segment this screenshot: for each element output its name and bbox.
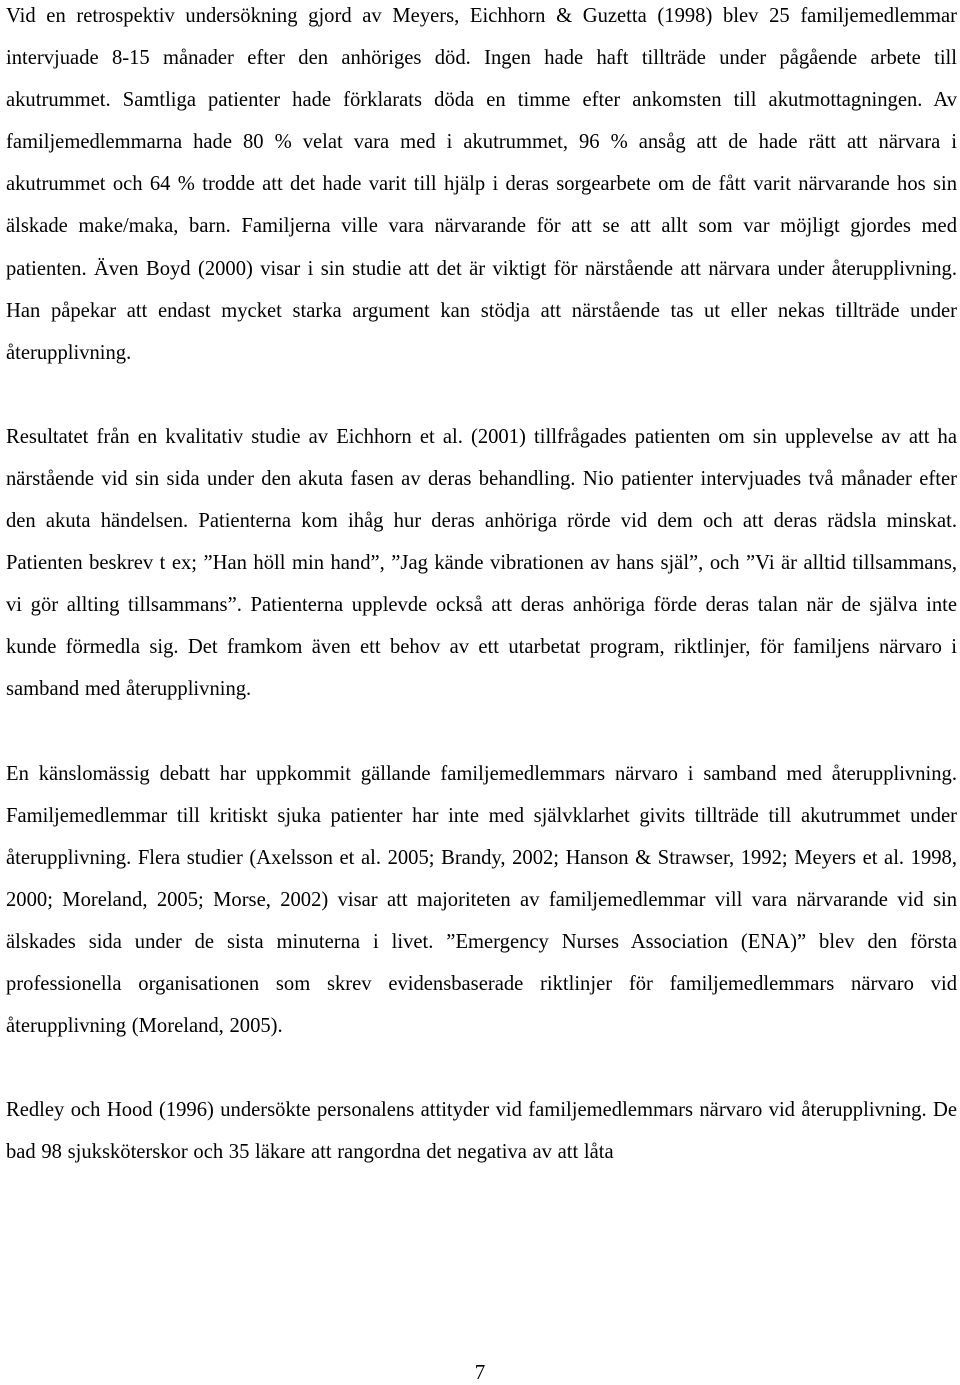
paragraph-spacer (6, 1047, 957, 1089)
paragraph-spacer (6, 711, 957, 753)
paragraph-debate: En känslomässig debatt har uppkommit gällande familjemedlemmars närvaro i samband med återupplivning. Familjemedlemmar till kritiskt sjuka patienter har inte med självklarhet givits tillträde till akutrummet under återupplivning. Flera studier (Axelsson et al. 2005; Brandy, 2002; Hanson & Strawser, 1992; Meyers et al. 1998, 2000; Moreland, 2005; Morse, 2002) visar att majoriteten av familjemedlemmar vill vara närvarande vid sin älskades sida under de sista minuterna i livet. ”Emergency Nurses Association (ENA)” blev den första professionella organisationen som skrev evidensbaserade riktlinjer för familjemedlemmars närvaro vid återupplivning (Moreland, 2005). (6, 762, 957, 1038)
paragraph-redley-hood: Redley och Hood (1996) undersökte personalens attityder vid familjemedlemmars närvaro vid återupplivning. De bad 98 sjuksköterskor och 35 läkare att rangordna det negativa av att låta (6, 1099, 957, 1164)
page-number: 7 (474, 1360, 486, 1384)
paragraph-spacer (6, 374, 957, 416)
paragraph-meyers-study: Vid en retrospektiv undersökning gjord av Meyers, Eichhorn & Guzetta (1998) blev 25 familjemedlemmar intervjuade 8-15 månader efter den anhöriges död. Ingen hade haft tillträde under pågående arbete till akutrummet. Samtliga patienter hade förklarats döda en timme efter ankomsten till akutmottagningen. Av familjemedlemmarna hade 80 % velat vara med i akutrummet, 96 % ansåg att de hade rätt att närvara i akutrummet och 64 % trodde att det hade varit till hjälp i deras sorgearbete om de fått varit närvarande hos sin älskade make/maka, barn. Familjerna ville vara närvarande för att se att allt som var möjligt gjordes med patienten. Även Boyd (2000) visar i sin studie att det är viktigt för närstående att närvara under återupplivning. Han påpekar att endast mycket starka argument kan stödja att närstående tas ut eller nekas tillträde under återupplivning. (6, 5, 957, 364)
document-body (6, 0, 957, 1173)
paragraph-eichhorn-study: Resultatet från en kvalitativ studie av Eichhorn et al. (2001) tillfrågades patienten om sin upplevelse av att ha närstående vid sin sida under den akuta fasen av deras behandling. Nio patienter intervjuades två månader efter den akuta händelsen. Patienterna kom ihåg hur deras anhöriga rörde vid dem och att deras rädsla minskat. Patienten beskrev t ex; ”Han höll min hand”, ”Jag kände vibrationen av hans själ”, och ”Vi är alltid tillsammans, vi gör allting tillsammans”. Patienterna upplevde också att deras anhöriga förde deras talan när de själva inte kunde förmedla sig. Det framkom även ett behov av ett utarbetat program, riktlinjer, för familjens närvaro i samband med återupplivning. (6, 425, 957, 701)
